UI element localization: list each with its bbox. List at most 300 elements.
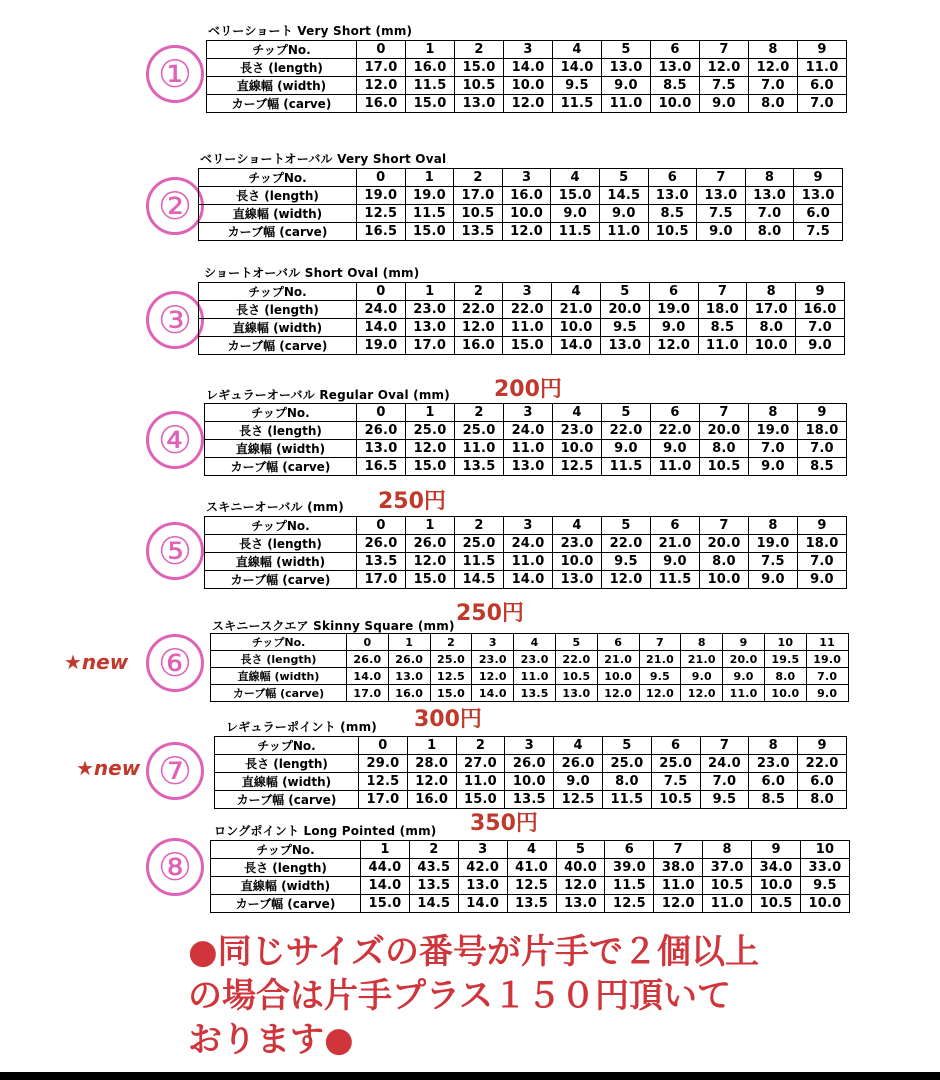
measurement-cell: 9.0 [796,337,845,355]
measurement-cell: 21.0 [597,651,639,668]
measurement-cell: 17.0 [359,791,408,809]
measurement-cell: 13.5 [505,791,554,809]
section-number-badge: ③ [146,291,204,349]
measurement-cell: 22.0 [798,755,847,773]
measurement-cell: 14.5 [599,187,648,205]
section-number-badge: ⑧ [146,838,204,896]
measurement-cell: 15.0 [361,895,410,913]
measurement-cell: 19.5 [764,651,806,668]
measurement-cell: 10.5 [648,223,697,241]
measurement-cell: 12.0 [556,877,605,895]
measurement-cell: 15.0 [405,223,454,241]
tip-number-cell: 8 [749,737,798,755]
measurement-cell: 21.0 [681,651,723,668]
measurement-cell: 13.0 [794,187,843,205]
measurement-cell: 17.0 [747,301,796,319]
tip-number-cell: 3 [503,283,552,301]
tip-number-cell: 8 [703,841,752,859]
tip-number-cell: 6 [648,169,697,187]
table-row [199,301,845,319]
measurement-cell: 10.5 [454,205,503,223]
table-header-row [205,404,847,422]
measurement-cell: 12.0 [639,685,681,702]
measurement-cell: 13.5 [409,877,458,895]
row-label: 長さ (length) [199,187,357,205]
tip-number-cell: 0 [357,283,406,301]
measurement-cell: 10.0 [553,440,602,458]
measurement-cell: 12.5 [359,773,408,791]
measurement-cell: 39.0 [605,859,654,877]
size-table [204,403,847,476]
section-title: ロングポイント Long Pointed (mm) [214,824,437,838]
measurement-cell: 9.5 [600,319,649,337]
section-price: 250円 [456,601,524,626]
measurement-cell: 26.0 [388,651,430,668]
row-label: カーブ幅 (carve) [211,895,361,913]
measurement-cell: 13.0 [504,458,553,476]
note-line-3: おります● [188,1020,354,1060]
tip-number-cell: 1 [406,517,455,535]
row-label: 長さ (length) [211,651,347,668]
measurement-cell: 7.0 [745,205,794,223]
measurement-cell: 10.0 [597,668,639,685]
measurement-cell: 23.0 [514,651,556,668]
measurement-cell: 25.0 [406,422,455,440]
table-row [211,668,849,685]
measurement-cell: 12.0 [406,440,455,458]
measurement-cell: 13.0 [556,895,605,913]
measurement-cell: 13.0 [602,59,651,77]
tip-number-cell: 4 [551,169,600,187]
measurement-cell: 11.5 [605,877,654,895]
new-label: ★new [64,650,129,674]
section-title: ショートオーバル Short Oval (mm) [204,266,420,280]
measurement-cell: 12.0 [602,571,651,589]
measurement-cell: 9.0 [602,440,651,458]
tip-number-cell: 4 [553,41,602,59]
measurement-cell: 9.0 [798,571,847,589]
measurement-cell: 11.5 [553,95,602,113]
measurement-cell: 9.0 [697,223,746,241]
tip-number-cell: 8 [749,41,798,59]
measurement-cell: 8.0 [747,319,796,337]
measurement-cell: 20.0 [600,301,649,319]
measurement-cell: 11.5 [602,791,651,809]
table-row [205,535,847,553]
measurement-cell: 14.0 [472,685,514,702]
section-number-badge: ⑤ [146,522,204,580]
measurement-cell: 29.0 [359,755,408,773]
measurement-cell: 13.5 [514,685,556,702]
measurement-cell: 8.0 [602,773,651,791]
measurement-cell: 8.5 [648,205,697,223]
measurement-cell: 11.0 [703,895,752,913]
table-header-row [211,634,849,651]
section-number-badge: ⑦ [146,742,204,800]
measurement-cell: 12.5 [357,205,406,223]
measurement-cell: 8.0 [764,668,806,685]
tip-number-cell: 5 [555,634,597,651]
tip-number-cell: 2 [454,169,503,187]
measurement-cell: 10.0 [801,895,850,913]
measurement-cell: 14.0 [361,877,410,895]
tip-number-cell: 1 [406,41,455,59]
measurement-cell: 10.5 [455,77,504,95]
measurement-cell: 9.0 [554,773,603,791]
section-price: 350円 [470,811,538,836]
tip-number-cell: 10 [764,634,806,651]
measurement-cell: 15.0 [430,685,472,702]
tip-number-cell: 5 [602,737,651,755]
measurement-cell: 14.0 [552,337,601,355]
section-price: 300円 [414,707,482,732]
measurement-cell: 15.0 [551,187,600,205]
measurement-cell: 8.5 [749,791,798,809]
new-label: ★new [76,756,141,780]
measurement-cell: 41.0 [507,859,556,877]
measurement-cell: 14.0 [504,571,553,589]
measurement-cell: 11.0 [651,458,700,476]
section-title: レギュラーオーバル Regular Oval (mm) [206,388,450,402]
measurement-cell: 10.5 [703,877,752,895]
measurement-cell: 12.5 [430,668,472,685]
row-label: 長さ (length) [207,59,357,77]
measurement-cell: 7.0 [806,668,848,685]
measurement-cell: 14.0 [357,319,406,337]
measurement-cell: 12.0 [681,685,723,702]
measurement-cell: 11.0 [599,223,648,241]
measurement-cell: 10.0 [504,77,553,95]
tip-number-cell: 0 [357,169,406,187]
measurement-cell: 12.0 [654,895,703,913]
measurement-cell: 15.0 [503,337,552,355]
measurement-cell: 10.0 [651,95,700,113]
measurement-cell: 11.0 [514,668,556,685]
tip-number-cell: 9 [798,517,847,535]
tip-number-cell: 6 [649,283,698,301]
measurement-cell: 11.0 [723,685,765,702]
measurement-cell: 12.0 [700,59,749,77]
tip-number-cell: 0 [357,41,406,59]
tip-number-cell: 1 [407,737,456,755]
measurement-cell: 24.0 [504,535,553,553]
tip-number-cell: 0 [357,404,406,422]
measurement-cell: 15.0 [406,95,455,113]
table-row [205,571,847,589]
measurement-cell: 22.0 [602,535,651,553]
measurement-cell: 16.0 [406,59,455,77]
measurement-cell: 11.0 [602,95,651,113]
measurement-cell: 17.0 [405,337,454,355]
tip-number-cell: 5 [602,517,651,535]
measurement-cell: 13.0 [600,337,649,355]
tip-number-cell: 3 [472,634,514,651]
measurement-cell: 19.0 [405,187,454,205]
measurement-cell: 8.0 [700,553,749,571]
section-number-badge: ④ [146,411,204,469]
measurement-cell: 11.5 [651,571,700,589]
measurement-cell: 6.0 [749,773,798,791]
size-table [214,736,847,809]
tip-number-cell: 4 [553,404,602,422]
measurement-cell: 13.0 [651,59,700,77]
measurement-cell: 19.0 [649,301,698,319]
table-row [207,59,847,77]
measurement-cell: 10.5 [752,895,801,913]
measurement-cell: 13.0 [388,668,430,685]
row-label: カーブ幅 (carve) [199,223,357,241]
measurement-cell: 12.5 [507,877,556,895]
row-label: 長さ (length) [215,755,359,773]
measurement-cell: 13.5 [357,553,406,571]
measurement-cell: 19.0 [806,651,848,668]
tip-number-cell: 8 [747,283,796,301]
section-number-badge: ① [146,45,204,103]
tip-number-cell: 5 [599,169,648,187]
measurement-cell: 26.0 [357,535,406,553]
measurement-cell: 25.0 [430,651,472,668]
tip-number-cell: 2 [430,634,472,651]
row-label: カーブ幅 (carve) [205,458,357,476]
measurement-cell: 9.0 [599,205,648,223]
measurement-cell: 13.0 [555,685,597,702]
tip-number-cell: 3 [504,404,553,422]
section-price: 250円 [378,489,446,514]
measurement-cell: 33.0 [801,859,850,877]
row-label: カーブ幅 (carve) [199,337,357,355]
section-title: ベリーショートオーバル Very Short Oval [200,152,447,166]
tip-number-cell: 2 [456,737,505,755]
measurement-cell: 9.5 [553,77,602,95]
size-table [210,633,849,702]
note-line-2: の場合は片手プラス１５０円頂いて [188,976,731,1016]
measurement-cell: 19.0 [357,187,406,205]
measurement-cell: 9.5 [639,668,681,685]
measurement-cell: 7.5 [697,205,746,223]
measurement-cell: 8.0 [749,95,798,113]
measurement-cell: 6.0 [798,773,847,791]
table-row [211,859,850,877]
measurement-cell: 16.0 [357,95,406,113]
measurement-cell: 8.0 [700,440,749,458]
measurement-cell: 10.0 [747,337,796,355]
measurement-cell: 10.5 [555,668,597,685]
measurement-cell: 8.0 [798,791,847,809]
measurement-cell: 12.0 [597,685,639,702]
tip-number-cell: 5 [556,841,605,859]
measurement-cell: 13.0 [357,440,406,458]
table-row [205,553,847,571]
measurement-cell: 10.0 [752,877,801,895]
measurement-cell: 9.0 [649,319,698,337]
measurement-cell: 9.5 [801,877,850,895]
measurement-cell: 18.0 [798,422,847,440]
tip-number-cell: 7 [698,283,747,301]
row-label: 直線幅 (width) [207,77,357,95]
table-header-row [215,737,847,755]
tip-number-cell: 3 [504,517,553,535]
measurement-cell: 16.5 [357,223,406,241]
tip-number-cell: 2 [455,41,504,59]
measurement-cell: 20.0 [723,651,765,668]
measurement-cell: 6.0 [798,77,847,95]
row-label: 直線幅 (width) [199,319,357,337]
measurement-cell: 7.5 [794,223,843,241]
measurement-cell: 13.5 [454,223,503,241]
tip-number-header: チップNo. [205,404,357,422]
tip-number-cell: 5 [602,404,651,422]
measurement-cell: 16.5 [357,458,406,476]
tip-number-cell: 8 [745,169,794,187]
measurement-cell: 6.0 [794,205,843,223]
measurement-cell: 17.0 [454,187,503,205]
measurement-cell: 14.0 [553,59,602,77]
measurement-cell: 9.0 [551,205,600,223]
measurement-cell: 43.5 [409,859,458,877]
measurement-cell: 23.0 [405,301,454,319]
measurement-cell: 12.0 [406,553,455,571]
measurement-cell: 11.0 [504,553,553,571]
measurement-cell: 8.5 [698,319,747,337]
note-text [188,930,888,1062]
tip-number-cell: 9 [752,841,801,859]
measurement-cell: 13.0 [458,877,507,895]
measurement-cell: 11.5 [551,223,600,241]
measurement-cell: 13.5 [507,895,556,913]
measurement-cell: 7.5 [651,773,700,791]
measurement-cell: 11.0 [798,59,847,77]
measurement-cell: 27.0 [456,755,505,773]
tip-number-cell: 1 [405,169,454,187]
measurement-cell: 11.5 [455,553,504,571]
tip-number-cell: 7 [700,41,749,59]
measurement-cell: 13.5 [455,458,504,476]
measurement-cell: 10.0 [502,205,551,223]
measurement-cell: 16.0 [388,685,430,702]
measurement-cell: 11.0 [503,319,552,337]
tip-number-cell: 8 [749,404,798,422]
tip-number-header: チップNo. [211,634,347,651]
table-header-row [207,41,847,59]
measurement-cell: 25.0 [651,755,700,773]
tip-number-cell: 7 [700,737,749,755]
tip-number-cell: 0 [359,737,408,755]
measurement-cell: 8.5 [798,458,847,476]
measurement-cell: 26.0 [406,535,455,553]
tip-number-header: チップNo. [199,283,357,301]
measurement-cell: 12.0 [357,77,406,95]
measurement-cell: 11.0 [698,337,747,355]
measurement-cell: 18.0 [698,301,747,319]
size-table [198,282,845,355]
measurement-cell: 26.0 [554,755,603,773]
measurement-cell: 9.0 [700,95,749,113]
tip-number-cell: 1 [406,404,455,422]
tip-number-cell: 9 [723,634,765,651]
tip-number-cell: 4 [507,841,556,859]
measurement-cell: 7.0 [798,440,847,458]
measurement-cell: 9.0 [651,440,700,458]
measurement-cell: 20.0 [700,422,749,440]
size-table [204,516,847,589]
tip-number-cell: 3 [504,41,553,59]
table-header-row [199,283,845,301]
measurement-cell: 9.0 [749,458,798,476]
tip-number-cell: 9 [794,169,843,187]
measurement-cell: 14.0 [504,59,553,77]
measurement-cell: 14.0 [347,668,389,685]
measurement-cell: 22.0 [454,301,503,319]
measurement-cell: 16.0 [454,337,503,355]
tip-number-header: チップNo. [199,169,357,187]
measurement-cell: 7.0 [798,95,847,113]
row-label: 直線幅 (width) [205,440,357,458]
tip-number-cell: 6 [651,41,700,59]
measurement-cell: 10.0 [553,553,602,571]
measurement-cell: 10.5 [651,791,700,809]
tip-number-cell: 8 [749,517,798,535]
tip-number-cell: 6 [651,517,700,535]
measurement-cell: 26.0 [347,651,389,668]
tip-number-cell: 1 [361,841,410,859]
measurement-cell: 11.0 [654,877,703,895]
measurement-cell: 11.5 [602,458,651,476]
bottom-bar [0,1072,940,1080]
size-table [210,840,850,913]
measurement-cell: 40.0 [556,859,605,877]
tip-number-cell: 2 [409,841,458,859]
measurement-cell: 24.0 [700,755,749,773]
table-row [211,651,849,668]
tip-number-cell: 4 [514,634,556,651]
measurement-cell: 7.0 [749,440,798,458]
tip-number-cell: 2 [455,517,504,535]
section-price: 200円 [494,377,562,402]
measurement-cell: 26.0 [505,755,554,773]
measurement-cell: 34.0 [752,859,801,877]
table-header-row [199,169,843,187]
tip-number-cell: 8 [681,634,723,651]
measurement-cell: 14.5 [409,895,458,913]
table-row [199,223,843,241]
tip-number-cell: 9 [798,41,847,59]
row-label: 直線幅 (width) [199,205,357,223]
tip-number-cell: 7 [654,841,703,859]
measurement-cell: 12.5 [605,895,654,913]
measurement-cell: 15.0 [456,791,505,809]
measurement-cell: 11.0 [456,773,505,791]
measurement-cell: 17.0 [357,571,406,589]
measurement-cell: 9.5 [602,553,651,571]
tip-number-cell: 9 [798,737,847,755]
measurement-cell: 7.0 [700,773,749,791]
tip-number-cell: 9 [796,283,845,301]
tip-number-cell: 6 [597,634,639,651]
measurement-cell: 24.0 [357,301,406,319]
row-label: カーブ幅 (carve) [211,685,347,702]
table-row [211,895,850,913]
measurement-cell: 20.0 [700,535,749,553]
measurement-cell: 13.0 [648,187,697,205]
measurement-cell: 11.0 [504,440,553,458]
measurement-cell: 23.0 [553,422,602,440]
measurement-cell: 19.0 [357,337,406,355]
table-row [205,458,847,476]
measurement-cell: 11.0 [455,440,504,458]
measurement-cell: 17.0 [347,685,389,702]
measurement-cell: 11.5 [405,205,454,223]
row-label: 直線幅 (width) [211,668,347,685]
